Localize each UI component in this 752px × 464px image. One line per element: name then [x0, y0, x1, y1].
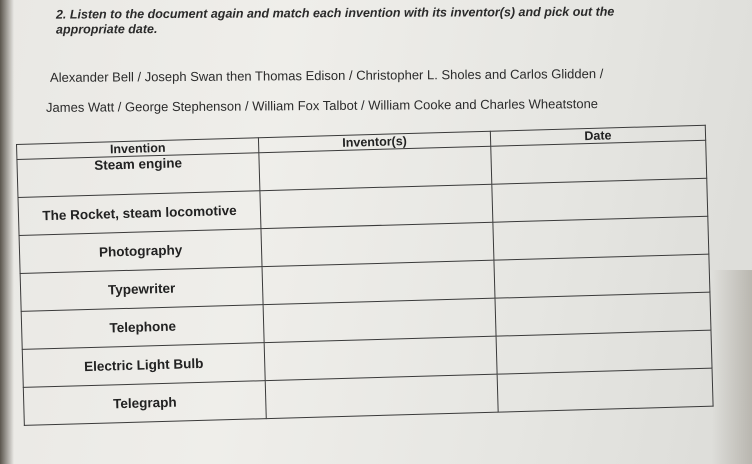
invention-cell: The Rocket, steam locomotive: [18, 191, 261, 236]
date-cell[interactable]: [494, 254, 710, 298]
date-cell[interactable]: [497, 368, 713, 412]
inventor-cell[interactable]: [261, 222, 494, 266]
header-inventor: Inventor(s): [259, 131, 491, 152]
invention-cell: Photography: [19, 229, 262, 274]
date-cell[interactable]: [496, 330, 712, 374]
matching-table-container: [16, 125, 714, 426]
matching-table: [16, 125, 714, 426]
inventor-cell[interactable]: [260, 184, 493, 228]
page-curl-shadow: [712, 270, 752, 464]
header-invention: Invention: [17, 138, 259, 160]
question-text: 2. Listen to the document again and match each invention with its inventor(s) and pick out the appropriate date.: [55, 4, 615, 37]
invention-cell: Steam engine: [17, 153, 260, 198]
header-date: Date: [490, 125, 705, 146]
word-bank-line-2: James Watt / George Stephenson / William Fox Talbot / William Cooke and Charles Wheatstone: [45, 96, 599, 115]
inventor-cell[interactable]: [259, 146, 492, 190]
date-cell[interactable]: [495, 292, 711, 336]
date-cell[interactable]: [493, 216, 709, 260]
invention-cell: Telephone: [21, 305, 264, 350]
invention-cell: Electric Light Bulb: [22, 343, 265, 388]
invention-cell: Typewriter: [20, 267, 263, 312]
date-cell[interactable]: [492, 178, 708, 222]
inventor-cell[interactable]: [263, 298, 496, 342]
word-bank-line-1: Alexander Bell / Joseph Swan then Thomas Edison / Christopher L. Sholes and Carlos Glidden /: [49, 66, 604, 85]
inventor-cell[interactable]: [265, 374, 498, 418]
invention-cell: Telegraph: [23, 381, 266, 426]
inventor-cell[interactable]: [264, 336, 497, 380]
inventor-cell[interactable]: [262, 260, 495, 304]
page-edge-shadow: [0, 0, 14, 464]
date-cell[interactable]: [491, 140, 707, 184]
